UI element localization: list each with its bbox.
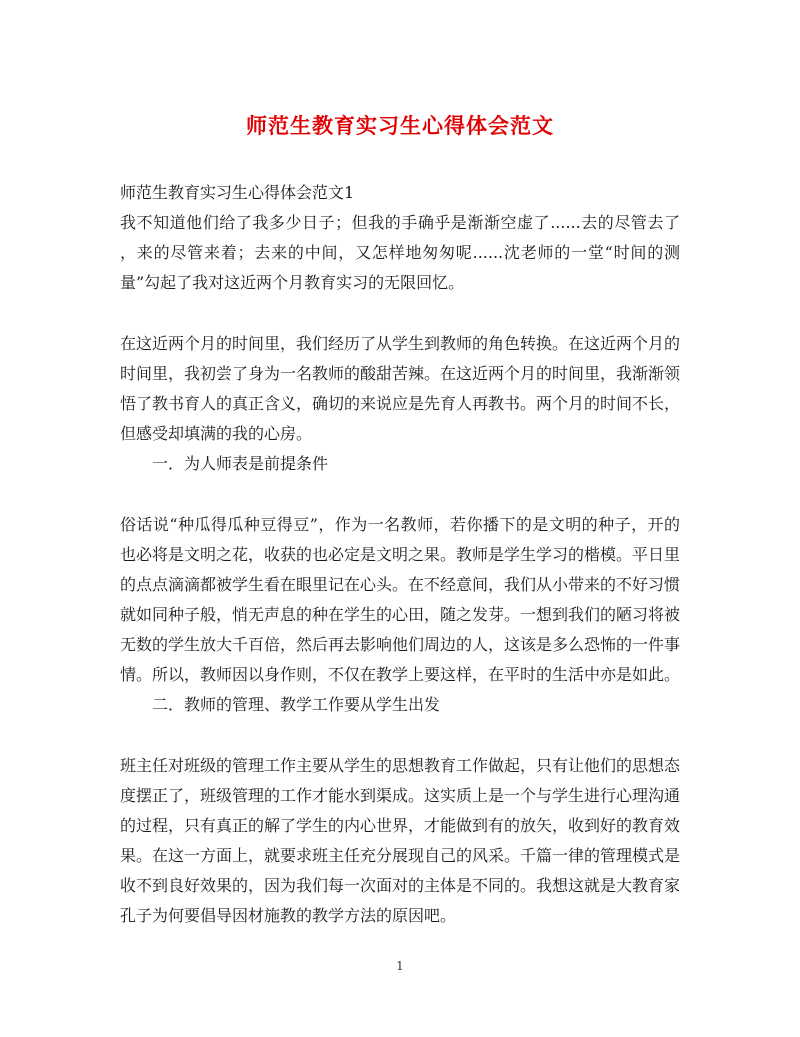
paragraph-line: 的过程，只有真正的解了学生的内心世界，才能做到有的放矢，收到好的教育效 bbox=[120, 816, 681, 835]
paragraph-spacer bbox=[120, 720, 680, 751]
paragraph-1 bbox=[120, 208, 680, 298]
section-heading-2: 二．教师的管理、教学工作要从学生出发 bbox=[152, 695, 441, 714]
paragraph-line: 孔子为何要倡导因材施教的教学方法的原因吧。 bbox=[120, 906, 457, 925]
paragraph-4 bbox=[120, 751, 680, 931]
paragraph-line: 在这近两个月的时间里，我们经历了从学生到教师的角色转换。在这近两个月的 bbox=[120, 334, 681, 353]
paragraph-2 bbox=[120, 329, 680, 449]
paragraph-line: 悟了教书育人的真正含义，确切的来说应是先育人再教书。两个月的时间不长， bbox=[120, 394, 681, 413]
section-heading-1: 一．为人师表是前提条件 bbox=[152, 454, 329, 473]
paragraph-line: 收不到良好效果的，因为我们每一次面对的主体是不同的。我想这就是大教育家 bbox=[120, 876, 681, 895]
paragraph-line: 但感受却填满的我的心房。 bbox=[120, 424, 313, 443]
document-body bbox=[120, 178, 680, 931]
page-number: 1 bbox=[396, 959, 404, 973]
document-title: 师范生教育实习生心得体会范文 bbox=[246, 113, 554, 138]
paragraph-line: 俗话说“种瓜得瓜种豆得豆”，作为一名教师，若你播下的是文明的种子，开的 bbox=[120, 515, 680, 534]
paragraph-line: 我不知道他们给了我多少日子；但我的手确乎是渐渐空虚了......去的尽管去了 bbox=[120, 213, 680, 232]
paragraph-line: 时间里，我初尝了身为一名教师的酸甜苦辣。在这近两个月的时间里，我渐渐领 bbox=[120, 364, 681, 383]
paragraph-line: 班主任对班级的管理工作主要从学生的思想教育工作做起，只有让他们的思想态 bbox=[120, 756, 681, 775]
section-subtitle: 师范生教育实习生心得体会范文1 bbox=[120, 183, 355, 202]
paragraph-line: 无数的学生放大千百倍，然后再去影响他们周边的人，这该是多么恐怖的一件事 bbox=[120, 635, 681, 654]
paragraph-line: 的点点滴滴都被学生看在眼里记在心头。在不经意间，我们从小带来的不好习惯 bbox=[120, 575, 681, 594]
paragraph-line: ，来的尽管来着；去来的中间，又怎样地匆匆呢......沈老师的一堂“时间的测 bbox=[120, 243, 680, 262]
paragraph-line: 就如同种子般，悄无声息的种在学生的心田，随之发芽。一想到我们的陋习将被 bbox=[120, 605, 681, 624]
paragraph-line: 也必将是文明之花，收获的也必定是文明之果。教师是学生学习的楷模。平日里 bbox=[120, 545, 681, 564]
paragraph-spacer bbox=[120, 298, 680, 329]
paragraph-spacer bbox=[120, 479, 680, 510]
paragraph-line: 情。所以，教师因以身作则，不仅在教学上要这样，在平时的生活中亦是如此。 bbox=[120, 665, 681, 684]
paragraph-line: 果。在这一方面上，就要求班主任充分展现自己的风采。千篇一律的管理模式是 bbox=[120, 846, 681, 865]
paragraph-3 bbox=[120, 510, 680, 690]
paragraph-line: 度摆正了，班级管理的工作才能水到渠成。这实质上是一个与学生进行心理沟通 bbox=[120, 786, 681, 805]
paragraph-line: 量”勾起了我对这近两个月教育实习的无限回忆。 bbox=[120, 273, 465, 292]
